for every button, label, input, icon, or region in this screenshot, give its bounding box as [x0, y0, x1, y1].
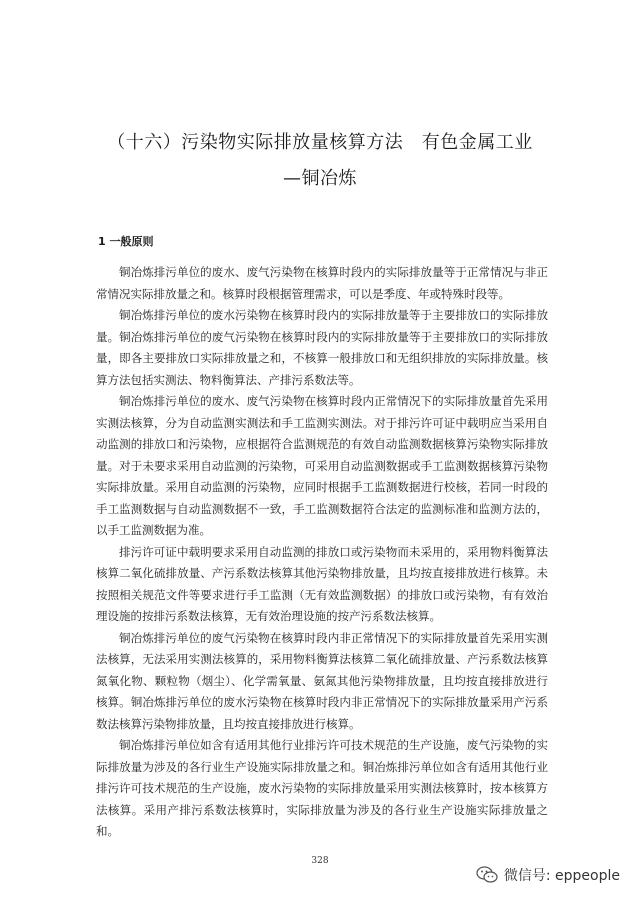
page-number: 328	[311, 856, 329, 866]
watermark	[476, 865, 620, 885]
paragraph: 铜冶炼排污单位的废气污染物在核算时段内非正常情况下的实际排放量首先采用实测法核算，无法采用实测法核算的，采用物料衡算法核算二氧化硫排放量、产污系数法核算氮氧化物、颗粒物（烟尘）、化学需氧量、氨氮其他污染物排放量，且均按直接排放进行核算。铜冶炼排污单位的废水污染物在核算时段内非正常情况下的实际排放量采用产污系数法核算污染物排放量，且均按直接排放进行核算。	[96, 630, 548, 731]
wechat-icon	[476, 866, 498, 884]
paragraph: 铜冶炼排污单位的废水污染物在核算时段内的实际排放量等于主要排放口的实际排放量。铜冶炼排污单位的废气污染物在核算时段内的实际排放量等于主要排放口的实际排放量，即各主要排放口实际排放量之和，不核算一般排放口和无组织排放的实际排放量。核算方法包括实测法、物料衡算法、产排污系数法等。	[96, 308, 548, 387]
paragraph: 铜冶炼排污单位的废水、废气污染物在核算时段内正常情况下的实际排放量首先采用实测法核算，分为自动监测实测法和手工监测实测法。对于排污许可证中载明应当采用自动监测的排放口和污染物，应根据符合监测规范的有效自动监测数据核算污染物实际排放量。对于未要求采用自动监测的污染物，可采用自动监测数据或手工监测数据核算污染物实际排放量。采用自动监测的污染物，应同时根据手工监测数据进行校核，若同一时段的手工监测数据与自动监测数据不一致，手工监测数据符合法定的监测标准和监测方法的，以手工监测数据为准。	[96, 394, 548, 537]
section-heading: 1 一般原则	[98, 235, 154, 248]
paragraph: 排污许可证中载明要求采用自动监测的排放口或污染物而未采用的，采用物料衡算法核算二氧化硫排放量、产污系数法核算其他污染物排放量，且均按直接排放进行核算。未按照相关规范文件等要求进行手工监测（无有效监测数据）的排放口或污染物，有有效治理设施的按排污系数法核算，无有效治理设施的按产污系数法核算。	[96, 544, 548, 623]
body-text	[96, 262, 548, 843]
watermark-text: 微信号: eppeople	[503, 868, 620, 884]
paragraph: 铜冶炼排污单位如含有适用其他行业排污许可技术规范的生产设施，废气污染物的实际排放量为涉及的各行业生产设施实际排放量之和。铜冶炼排污单位如含有适用其他行业排污许可技术规范的生产设施，废水污染物的实际排放量采用实测法核算时，按本核算方法核算。采用产排污系数法核算时，实际排放量为涉及的各行业生产设施实际排放量之和。	[96, 738, 548, 838]
paragraph: 铜冶炼排污单位的废水、废气污染物在核算时段内的实际排放量等于正常情况与非正常情况实际排放量之和。核算时段根据管理需求，可以是季度、年或特殊时段等。	[96, 265, 548, 301]
page-subtitle: —铜冶炼	[283, 168, 357, 189]
page-title: （十六）污染物实际排放量核算方法 有色金属工业	[107, 132, 533, 153]
